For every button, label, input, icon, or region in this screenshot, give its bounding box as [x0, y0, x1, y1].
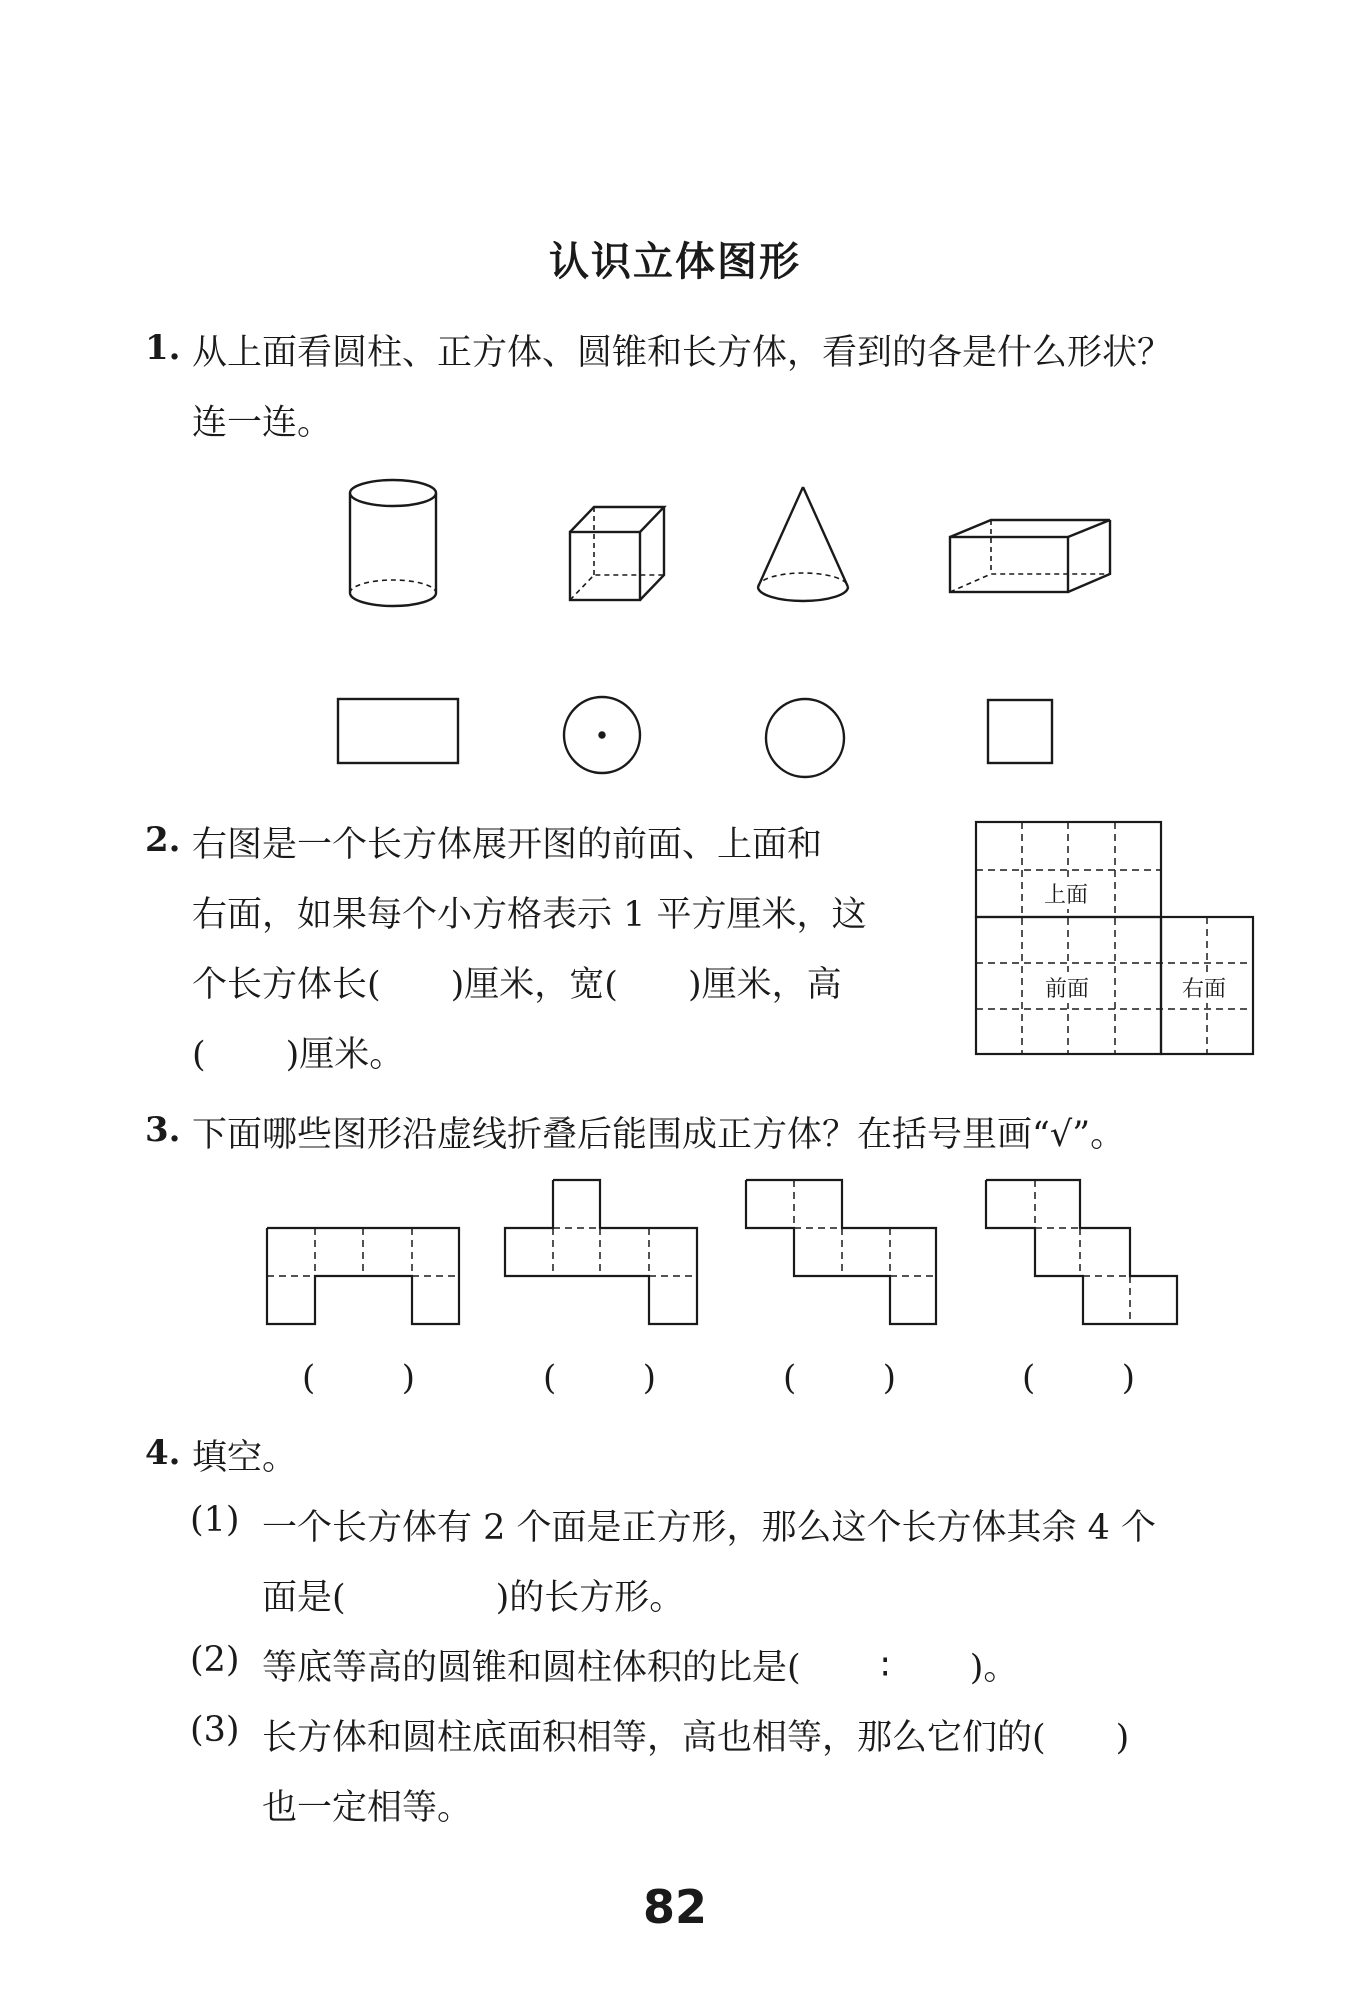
net-b-answer-blank[interactable]: ( ) — [543, 1358, 656, 1398]
ratio-colon: ∶ — [880, 1648, 890, 1688]
q2-text-line4b: )厘米。 — [285, 1035, 405, 1075]
q4-item1-line2a: 面是( — [262, 1578, 346, 1618]
net-a — [267, 1228, 459, 1324]
right-face-label: 右面 — [1180, 972, 1228, 1003]
q4-item3-line1a: 长方体和圆柱底面积相等，高也相等，那么它们的( — [262, 1718, 1046, 1758]
q3-number: 3. — [145, 1110, 181, 1150]
q4-item1-line2b: )的长方形。 — [495, 1578, 685, 1618]
net-b — [505, 1180, 697, 1324]
q4-item3-line2: 也一定相等。 — [262, 1788, 473, 1828]
q3-text-line1: 下面哪些图形沿虚线折叠后能围成正方体？在括号里画“√”。 — [192, 1115, 1126, 1155]
q4-item3-number: (3) — [190, 1710, 240, 1750]
q1-text-line2: 连一连。 — [192, 403, 333, 443]
q4-item2-number: (2) — [190, 1640, 240, 1680]
net-d — [986, 1180, 1177, 1324]
q2-text-line2: 右面，如果每个小方格表示 1 平方厘米，这 — [192, 895, 867, 935]
front-face-label: 前面 — [1043, 972, 1091, 1003]
q4-item3-line1 — [262, 1710, 1129, 1760]
q4-item1-line2 — [262, 1570, 684, 1620]
top-face-label: 上面 — [1042, 878, 1090, 909]
net-d-answer-blank[interactable]: ( ) — [1022, 1358, 1135, 1398]
q4-item2-line1b: )。 — [969, 1648, 1019, 1688]
q4-item1-number: (1) — [190, 1500, 240, 1540]
q2-text-line1: 右图是一个长方体展开图的前面、上面和 — [192, 825, 823, 865]
q4-item2-line1 — [262, 1640, 1018, 1690]
q4-item3-line1b: ) — [1115, 1718, 1130, 1758]
q2-text-line3b: )厘米，宽( — [450, 965, 618, 1005]
page-title: 认识立体图形 — [549, 239, 801, 285]
q1-number: 1. — [145, 328, 181, 368]
net-c — [746, 1180, 936, 1324]
q1-text-line1: 从上面看圆柱、正方体、圆锥和长方体，看到的各是什么形状？ — [192, 333, 1173, 373]
page-number: 82 — [642, 1880, 707, 1934]
q4-number: 4. — [145, 1433, 181, 1473]
q2-text-line3a: 个长方体长( — [192, 965, 381, 1005]
q2-text-line4a: ( — [192, 1035, 206, 1075]
q4-item1-line1: 一个长方体有 2 个面是正方形，那么这个长方体其余 4 个 — [262, 1508, 1157, 1548]
q4-heading: 填空。 — [192, 1438, 298, 1478]
q2-text-line3c: )厘米，高 — [687, 965, 842, 1005]
q4-item2-line1a: 等底等高的圆锥和圆柱体积的比是( — [262, 1648, 801, 1688]
net-a-answer-blank[interactable]: ( ) — [302, 1358, 415, 1398]
q2-number: 2. — [145, 820, 181, 860]
net-c-answer-blank[interactable]: ( ) — [783, 1358, 896, 1398]
